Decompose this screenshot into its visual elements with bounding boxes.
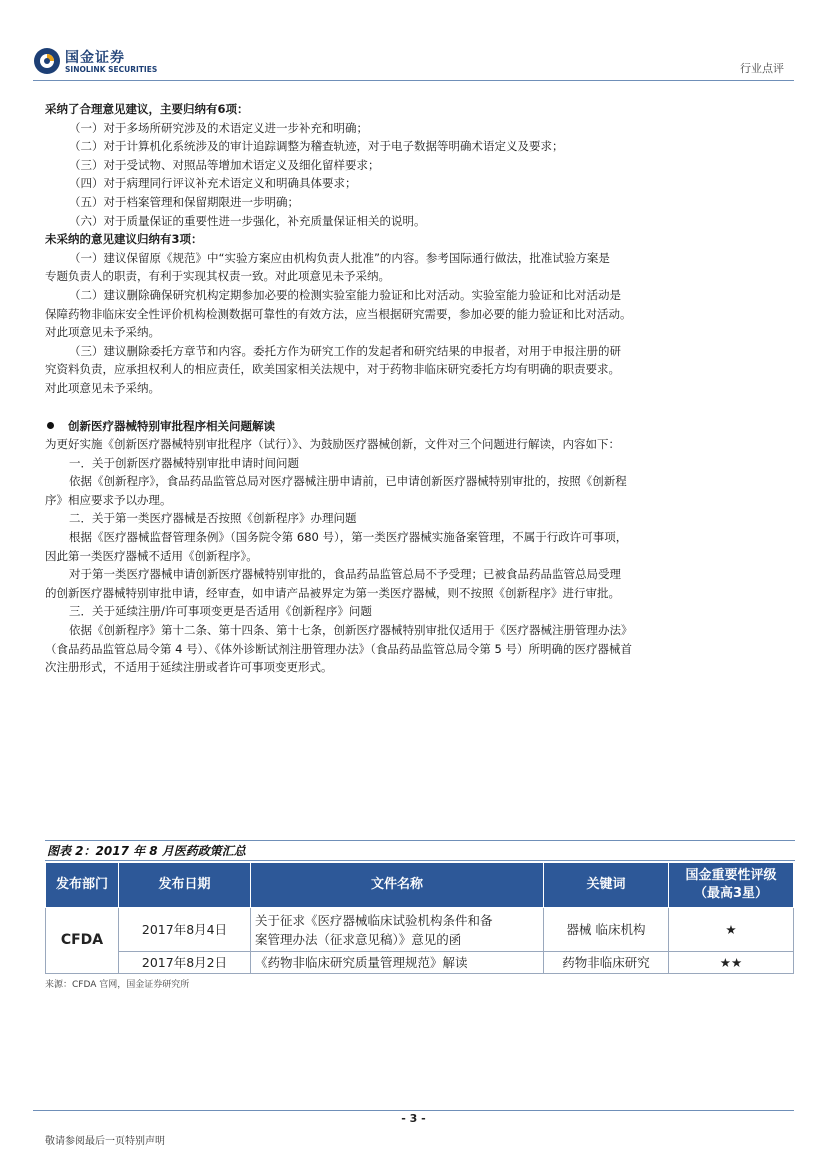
adopted-heading: 采纳了合理意见建议，主要归纳有6项： — [45, 102, 249, 116]
rating-header-line1: 国金重要性评级 — [685, 868, 777, 883]
body-line: 的创新医疗器械特别审批申请，经审查，如申请产品被界定为第一类医疗器械，则不按照《创新程序》进行审批。 — [45, 585, 620, 600]
logo-chinese-name: 国金证券 — [65, 50, 125, 66]
header-divider — [33, 80, 794, 81]
figure-source: 来源：CFDA 官网，国金证券研究所 — [45, 980, 190, 990]
policy-table — [45, 862, 794, 974]
date-cell: 2017年8月4日 — [119, 908, 251, 952]
footer-divider — [33, 1110, 794, 1111]
report-body — [45, 100, 785, 677]
column-header-dept: 发布部门 — [46, 863, 119, 908]
company-logo — [33, 47, 163, 79]
adopted-item: （五）对于档案管理和保留期限进一步明确； — [69, 194, 299, 209]
figure-title: 图表 2：2017 年 8 月医药政策汇总 — [45, 840, 795, 861]
table-row — [46, 952, 794, 974]
adopted-item: （四）对于病理同行评议补充术语定义和明确具体要求； — [69, 176, 357, 191]
keyword-cell: 器械 临床机构 — [544, 908, 669, 952]
bullet-icon — [47, 422, 54, 429]
body-line: 因此第一类医疗器械不适用《创新程序》。 — [45, 548, 258, 563]
body-line: 次注册形式，不适用于延续注册或者许可事项变更形式。 — [45, 660, 333, 675]
keyword-cell: 药物非临床研究 — [544, 952, 669, 974]
rejected-item-line: 对此项意见未予采纳。 — [45, 325, 160, 340]
report-type-label: 行业点评 — [740, 62, 784, 75]
rejected-item-line: （一）建议保留原《规范》中“实验方案应由机构负责人批准”的内容。参考国际通行做法，批准试验方案是 — [69, 250, 610, 265]
column-header-date: 发布日期 — [119, 863, 251, 908]
question-title: 二．关于第一类医疗器械是否按照《创新程序》办理问题 — [69, 511, 357, 526]
question-title: 三．关于延续注册/许可事项变更是否适用《创新程序》问题 — [69, 604, 372, 619]
body-line: （食品药品监管总局令第 4 号）、《体外诊断试剂注册管理办法》（食品药品监管总局令第 5 号）所明确的医疗器械首 — [45, 641, 632, 656]
rejected-item-line: （二）建议删除确保研究机构定期参加必要的检测实验室能力验证和比对活动。实验室能力验证和比对活动是 — [69, 287, 621, 302]
document-cell: 《药物非临床研究质量管理规范》解读 — [251, 952, 544, 974]
body-line: 根据《医疗器械监督管理条例》（国务院令第 680 号），第一类医疗器械实施备案管理，不属于行政许可事项， — [69, 530, 628, 545]
rating-star-icon: ★★ — [669, 952, 794, 974]
column-header-document: 文件名称 — [251, 863, 544, 908]
sinolink-logo-icon — [33, 47, 61, 75]
body-line: 依据《创新程序》，食品药品监管总局对医疗器械注册申请前，已申请创新医疗器械特别审批的，按照《创新程 — [69, 474, 627, 489]
page-number: - 3 - — [401, 1112, 426, 1125]
disclaimer-note: 敬请参阅最后一页特别声明 — [45, 1136, 165, 1147]
column-header-rating — [669, 863, 794, 908]
section2-intro: 为更好实施《创新医疗器械特别审批程序（试行）》、为鼓励医疗器械创新，文件对三个问题进行解读，内容如下： — [45, 437, 620, 452]
section2-title-text: 创新医疗器械特别审批程序相关问题解读 — [68, 418, 275, 433]
question-title: 一．关于创新医疗器械特别审批申请时间问题 — [69, 455, 299, 470]
adopted-item: （二）对于计算机化系统涉及的审计追踪调整为稽查轨迹，对于电子数据等明确术语定义及要求； — [69, 139, 564, 154]
body-line: 序》相应要求予以办理。 — [45, 492, 172, 507]
logo-english-name: SINOLINK SECURITIES — [65, 65, 158, 74]
body-line: 对于第一类医疗器械申请创新医疗器械特别审批的，食品药品监管总局不予受理；已被食品药品监管总局受理 — [69, 567, 621, 582]
rejected-item-line: 保障药物非临床安全性评价机构检测数据可靠性的有效方法，应当根据研究需要，参加必要的能力验证和比对活动。 — [45, 306, 632, 321]
rejected-item-line: 究资料负责，应承担权利人的相应责任，欧美国家相关法规中，对于药物非临床研究委托方均有明确的职责要求。 — [45, 362, 620, 377]
date-cell: 2017年8月2日 — [119, 952, 251, 974]
adopted-item: （三）对于受试物、对照品等增加术语定义及细化留样要求； — [69, 157, 380, 172]
adopted-item: （一）对于多场所研究涉及的术语定义进一步补充和明确； — [69, 120, 368, 135]
rating-star-icon: ★ — [669, 908, 794, 952]
dept-cell: CFDA — [46, 908, 119, 974]
page-header — [0, 0, 827, 90]
section2-title — [45, 417, 785, 436]
rating-header-line2: （最高3星） — [693, 886, 769, 901]
table-header-row — [46, 863, 794, 908]
rejected-heading: 未采纳的意见建议归纳有3项： — [45, 232, 203, 247]
rejected-item-line: 对此项意见未予采纳。 — [45, 380, 160, 395]
body-line: 依据《创新程序》第十二条、第十四条、第十七条，创新医疗器械特别审批仅适用于《医疗器械注册管理办法》 — [69, 623, 633, 638]
table-row — [46, 908, 794, 952]
rejected-item-line: （三）建议删除委托方章节和内容。委托方作为研究工作的发起者和研究结果的申报者，对用于申报注册的研 — [69, 343, 621, 358]
rejected-item-line: 专题负责人的职责，有利于实现其权责一致。对此项意见未予采纳。 — [45, 269, 390, 284]
column-header-keyword: 关键词 — [544, 863, 669, 908]
adopted-item: （六）对于质量保证的重要性进一步强化，补充质量保证相关的说明。 — [69, 213, 426, 228]
document-cell — [251, 908, 544, 952]
document-line: 案管理办法（征求意见稿）》意见的函 — [255, 931, 462, 947]
document-line: 关于征求《医疗器械临床试验机构条件和备 — [255, 912, 493, 928]
